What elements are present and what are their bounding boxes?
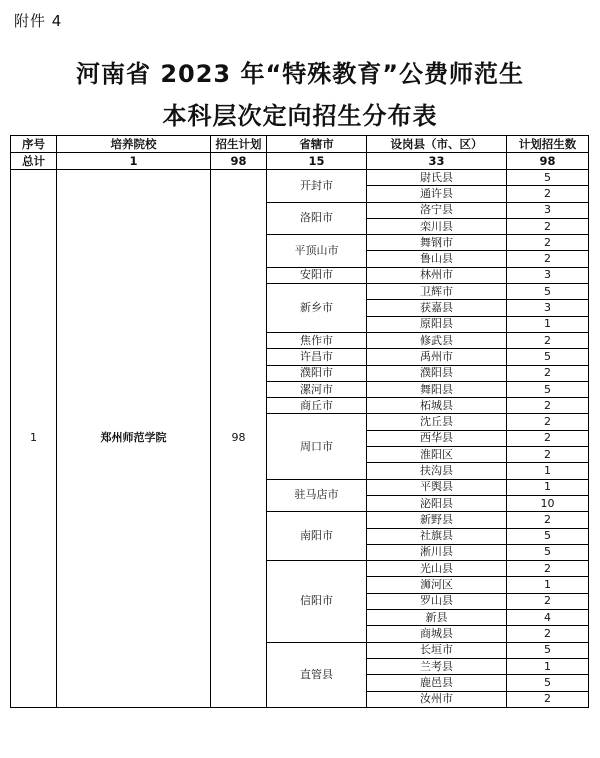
city-name: 洛阳市 (267, 202, 367, 235)
city-name: 漯河市 (267, 381, 367, 397)
county-count: 4 (507, 610, 589, 626)
county-name: 原阳县 (367, 316, 507, 332)
county-name: 沈丘县 (367, 414, 507, 430)
county-name: 罗山县 (367, 593, 507, 609)
county-name: 洛宁县 (367, 202, 507, 218)
county-count: 2 (507, 235, 589, 251)
county-count: 2 (507, 691, 589, 707)
county-count: 2 (507, 593, 589, 609)
county-name: 商城县 (367, 626, 507, 642)
total-schools: 1 (57, 153, 211, 170)
county-name: 舞阳县 (367, 381, 507, 397)
distribution-table (10, 135, 589, 708)
county-count: 5 (507, 170, 589, 186)
county-count: 5 (507, 349, 589, 365)
county-count: 1 (507, 463, 589, 479)
county-name: 兰考县 (367, 658, 507, 674)
county-count: 2 (507, 626, 589, 642)
header-county: 设岗县（市、区） (367, 136, 507, 153)
county-count: 2 (507, 186, 589, 202)
county-name: 林州市 (367, 267, 507, 283)
county-count: 5 (507, 284, 589, 300)
city-name: 直管县 (267, 642, 367, 707)
table-header-row (11, 136, 589, 153)
city-name: 焦作市 (267, 332, 367, 348)
city-name: 新乡市 (267, 284, 367, 333)
city-name: 濮阳市 (267, 365, 367, 381)
city-name: 驻马店市 (267, 479, 367, 512)
total-count: 98 (507, 153, 589, 170)
county-count: 2 (507, 561, 589, 577)
row-index: 1 (11, 170, 57, 708)
county-count: 5 (507, 544, 589, 560)
city-name: 周口市 (267, 414, 367, 479)
school-plan: 98 (211, 170, 267, 708)
total-cities: 15 (267, 153, 367, 170)
county-count: 1 (507, 479, 589, 495)
total-label: 总计 (11, 153, 57, 170)
county-count: 5 (507, 675, 589, 691)
header-plan: 招生计划 (211, 136, 267, 153)
county-name: 舞钢市 (367, 235, 507, 251)
county-count: 3 (507, 202, 589, 218)
city-name: 南阳市 (267, 512, 367, 561)
totals-row (11, 153, 589, 170)
county-name: 柘城县 (367, 398, 507, 414)
county-count: 1 (507, 658, 589, 674)
city-name: 许昌市 (267, 349, 367, 365)
county-name: 通许县 (367, 186, 507, 202)
county-name: 鹿邑县 (367, 675, 507, 691)
county-count: 10 (507, 495, 589, 511)
county-count: 1 (507, 577, 589, 593)
county-name: 光山县 (367, 561, 507, 577)
header-index: 序号 (11, 136, 57, 153)
county-name: 栾川县 (367, 218, 507, 234)
county-name: 平舆县 (367, 479, 507, 495)
county-count: 2 (507, 512, 589, 528)
county-name: 泌阳县 (367, 495, 507, 511)
header-count: 计划招生数 (507, 136, 589, 153)
page-title-line1: 河南省 2023 年“特殊教育”公费师范生 (75, 60, 525, 88)
county-count: 3 (507, 267, 589, 283)
county-name: 浉河区 (367, 577, 507, 593)
county-name: 长垣市 (367, 642, 507, 658)
county-name: 新县 (367, 610, 507, 626)
county-name: 汝州市 (367, 691, 507, 707)
attachment-label: 附件 4 (14, 12, 63, 30)
county-count: 5 (507, 381, 589, 397)
city-name: 商丘市 (267, 398, 367, 414)
county-name: 禹州市 (367, 349, 507, 365)
county-name: 扶沟县 (367, 463, 507, 479)
county-count: 3 (507, 300, 589, 316)
county-name: 鲁山县 (367, 251, 507, 267)
city-name: 平顶山市 (267, 235, 367, 268)
county-count: 2 (507, 332, 589, 348)
header-city: 省辖市 (267, 136, 367, 153)
county-name: 新野县 (367, 512, 507, 528)
county-name: 西华县 (367, 430, 507, 446)
county-count: 2 (507, 398, 589, 414)
city-name: 安阳市 (267, 267, 367, 283)
page-title-line2: 本科层次定向招生分布表 (162, 102, 438, 130)
city-name: 信阳市 (267, 561, 367, 642)
county-count: 5 (507, 642, 589, 658)
county-name: 尉氏县 (367, 170, 507, 186)
county-count: 5 (507, 528, 589, 544)
table-row (11, 170, 589, 186)
city-name: 开封市 (267, 170, 367, 203)
county-count: 2 (507, 365, 589, 381)
county-name: 修武县 (367, 332, 507, 348)
school-name: 郑州师范学院 (57, 170, 211, 708)
county-name: 淅川县 (367, 544, 507, 560)
county-name: 卫辉市 (367, 284, 507, 300)
county-name: 濮阳县 (367, 365, 507, 381)
county-count: 1 (507, 316, 589, 332)
county-name: 淮阳区 (367, 447, 507, 463)
county-count: 2 (507, 430, 589, 446)
county-count: 2 (507, 414, 589, 430)
county-name: 获嘉县 (367, 300, 507, 316)
header-school: 培养院校 (57, 136, 211, 153)
county-count: 2 (507, 447, 589, 463)
county-count: 2 (507, 251, 589, 267)
county-name: 社旗县 (367, 528, 507, 544)
total-counties: 33 (367, 153, 507, 170)
total-plan: 98 (211, 153, 267, 170)
county-count: 2 (507, 218, 589, 234)
